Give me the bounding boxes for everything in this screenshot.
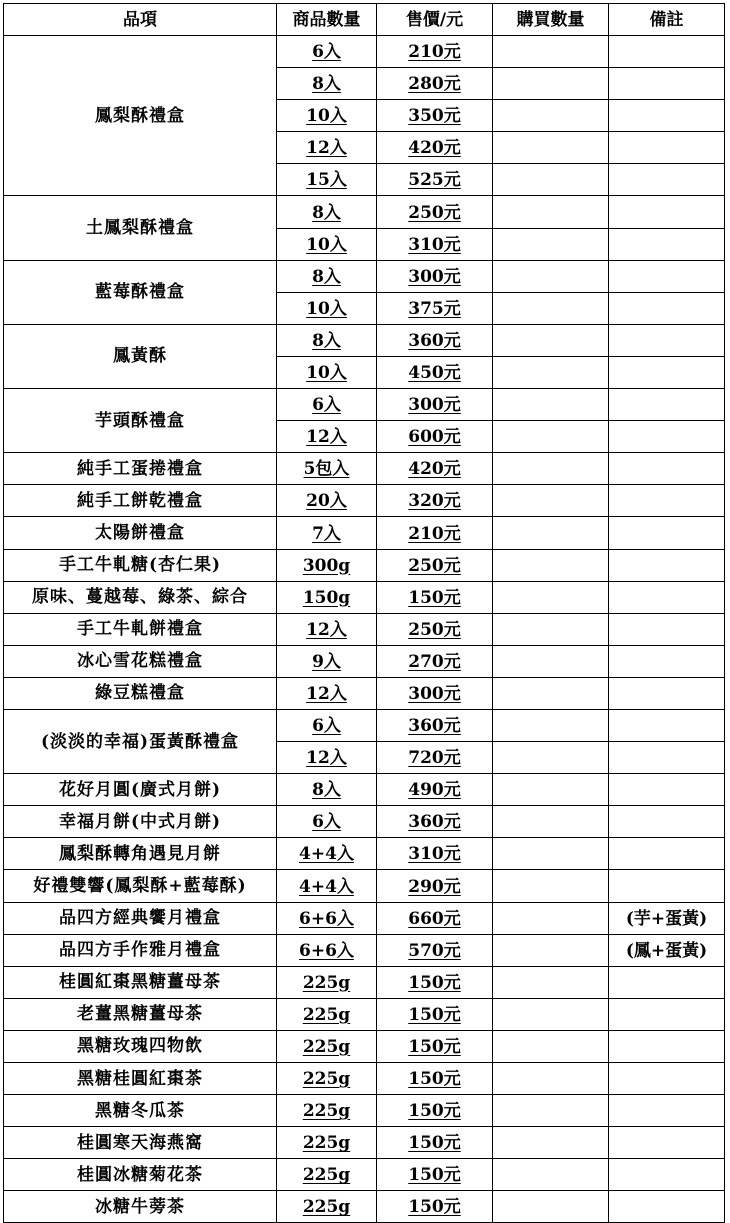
product-name: 綠豆糕禮盒 (4, 677, 277, 709)
price-value: 320元 (408, 491, 461, 512)
quantity-value: 8入 (312, 202, 341, 223)
price-cell (377, 36, 493, 68)
quantity-value: 225g (302, 972, 351, 993)
quantity-cell (277, 517, 377, 549)
price-cell (377, 260, 493, 292)
purchase-qty-cell[interactable] (493, 998, 609, 1030)
quantity-value: 6+6入 (299, 908, 354, 929)
order-form-table (3, 3, 725, 1223)
remarks-cell (609, 1030, 725, 1062)
product-name: 原味、蔓越莓、綠茶、綜合 (4, 581, 277, 613)
remarks-cell (609, 581, 725, 613)
purchase-qty-cell[interactable] (493, 1159, 609, 1191)
price-cell (377, 902, 493, 934)
quantity-cell (277, 389, 377, 421)
quantity-value: 8入 (312, 74, 341, 95)
table-row (4, 581, 725, 613)
remarks-cell (609, 196, 725, 228)
price-value: 280元 (408, 74, 461, 95)
remarks-cell (609, 356, 725, 388)
price-cell (377, 709, 493, 741)
price-cell (377, 677, 493, 709)
price-cell (377, 1127, 493, 1159)
price-cell (377, 870, 493, 902)
price-cell (377, 1063, 493, 1095)
quantity-cell (277, 356, 377, 388)
quantity-cell (277, 485, 377, 517)
quantity-value: 225g (302, 1069, 351, 1090)
quantity-cell (277, 1127, 377, 1159)
price-cell (377, 966, 493, 998)
quantity-value: 12入 (306, 683, 347, 704)
header-item: 品項 (4, 4, 277, 36)
quantity-cell (277, 806, 377, 838)
purchase-qty-cell[interactable] (493, 196, 609, 228)
table-row (4, 453, 725, 485)
quantity-value: 300g (302, 555, 351, 576)
price-value: 360元 (408, 716, 461, 737)
product-name: 花好月圓(廣式月餅) (4, 774, 277, 806)
price-cell (377, 1030, 493, 1062)
header-remarks: 備註 (609, 4, 725, 36)
purchase-qty-cell[interactable] (493, 68, 609, 100)
table-row (4, 1063, 725, 1095)
purchase-qty-cell[interactable] (493, 228, 609, 260)
quantity-cell (277, 870, 377, 902)
table-row (4, 774, 725, 806)
remarks-cell (609, 292, 725, 324)
price-value: 210元 (408, 42, 461, 63)
purchase-qty-cell[interactable] (493, 100, 609, 132)
table-row (4, 1159, 725, 1191)
price-value: 360元 (408, 330, 461, 351)
purchase-qty-cell[interactable] (493, 324, 609, 356)
quantity-value: 10入 (306, 106, 347, 127)
price-value: 150元 (408, 1037, 461, 1057)
purchase-qty-cell[interactable] (493, 613, 609, 645)
price-value: 420元 (408, 138, 461, 159)
quantity-cell (277, 1191, 377, 1223)
price-cell (377, 292, 493, 324)
table-row (4, 677, 725, 709)
product-name: 桂圓寒天海燕窩 (4, 1127, 277, 1159)
remarks-cell (609, 485, 725, 517)
purchase-qty-cell[interactable] (493, 356, 609, 388)
purchase-qty-cell[interactable] (493, 260, 609, 292)
remarks-cell (609, 870, 725, 902)
price-value: 150元 (408, 1004, 461, 1025)
price-value: 250元 (408, 202, 461, 223)
purchase-qty-cell[interactable] (493, 549, 609, 581)
product-name: 好禮雙響(鳳梨酥+藍莓酥) (4, 870, 277, 902)
quantity-value: 8入 (312, 266, 341, 287)
purchase-qty-cell[interactable] (493, 870, 609, 902)
product-name: 桂圓紅棗黑糖薑母茶 (4, 966, 277, 998)
quantity-value: 10入 (306, 234, 347, 255)
remarks-cell (609, 100, 725, 132)
price-value: 360元 (408, 812, 461, 833)
remarks-cell (609, 838, 725, 870)
price-cell (377, 774, 493, 806)
price-cell (377, 100, 493, 132)
product-name: 冰心雪花糕禮盒 (4, 645, 277, 677)
quantity-value: 12入 (306, 748, 347, 769)
price-value: 300元 (408, 683, 461, 704)
table-row (4, 485, 725, 517)
remarks-cell (609, 1127, 725, 1159)
purchase-qty-cell[interactable] (493, 485, 609, 517)
price-cell (377, 645, 493, 677)
product-name: 品四方經典饗月禮盒 (4, 902, 277, 934)
price-cell (377, 324, 493, 356)
price-value: 150元 (408, 587, 461, 608)
remarks-cell (609, 260, 725, 292)
quantity-value: 10入 (306, 298, 347, 319)
remarks-cell: (鳳+蛋黃) (609, 934, 725, 966)
quantity-value: 225g (302, 1197, 351, 1218)
table-row (4, 998, 725, 1030)
table-row (4, 645, 725, 677)
table-row (4, 260, 725, 292)
quantity-cell (277, 260, 377, 292)
quantity-value: 4+4入 (299, 876, 354, 897)
quantity-value: 15入 (306, 170, 347, 191)
table-row (4, 517, 725, 549)
price-cell (377, 934, 493, 966)
price-cell (377, 132, 493, 164)
purchase-qty-cell[interactable] (493, 421, 609, 453)
price-value: 420元 (408, 459, 461, 480)
purchase-qty-cell[interactable] (493, 517, 609, 549)
remarks-cell (609, 453, 725, 485)
header-quantity: 商品數量 (277, 4, 377, 36)
purchase-qty-cell[interactable] (493, 934, 609, 966)
table-row (4, 806, 725, 838)
purchase-qty-cell[interactable] (493, 645, 609, 677)
price-cell (377, 1159, 493, 1191)
price-value: 570元 (408, 940, 461, 961)
remarks-cell (609, 806, 725, 838)
price-value: 150元 (408, 1069, 461, 1090)
price-value: 375元 (408, 298, 461, 319)
remarks-cell (609, 164, 725, 196)
price-value: 210元 (408, 523, 461, 544)
price-value: 300元 (408, 395, 461, 416)
price-cell (377, 1095, 493, 1127)
table-row (4, 1095, 725, 1127)
quantity-cell (277, 709, 377, 741)
quantity-cell (277, 453, 377, 485)
product-name: 純手工蛋捲禮盒 (4, 453, 277, 485)
remarks-cell: (芋+蛋黃) (609, 902, 725, 934)
quantity-cell (277, 934, 377, 966)
quantity-value: 9入 (312, 651, 341, 672)
purchase-qty-cell[interactable] (493, 581, 609, 613)
quantity-cell (277, 164, 377, 196)
price-cell (377, 485, 493, 517)
product-name: 土鳳梨酥禮盒 (4, 196, 277, 260)
quantity-value: 6+6入 (299, 940, 354, 961)
purchase-qty-cell[interactable] (493, 292, 609, 324)
remarks-cell (609, 645, 725, 677)
price-value: 150元 (408, 972, 461, 993)
quantity-cell (277, 100, 377, 132)
quantity-value: 4+4入 (299, 844, 354, 865)
price-value: 300元 (408, 266, 461, 287)
quantity-cell (277, 838, 377, 870)
quantity-cell (277, 998, 377, 1030)
table-row (4, 709, 725, 741)
quantity-value: 6入 (312, 812, 341, 833)
quantity-value: 225g (302, 1165, 351, 1186)
table-row (4, 324, 725, 356)
purchase-qty-cell[interactable] (493, 1191, 609, 1223)
price-value: 600元 (408, 427, 461, 448)
quantity-value: 8入 (312, 330, 341, 351)
quantity-value: 12入 (306, 619, 347, 640)
remarks-cell (609, 421, 725, 453)
product-name: 純手工餅乾禮盒 (4, 485, 277, 517)
price-cell (377, 389, 493, 421)
remarks-cell (609, 389, 725, 421)
price-value: 720元 (408, 748, 461, 769)
remarks-cell (609, 677, 725, 709)
table-row (4, 196, 725, 228)
remarks-cell (609, 36, 725, 68)
product-name: 冰糖牛蒡茶 (4, 1191, 277, 1223)
table-row (4, 613, 725, 645)
product-name: 鳳黃酥 (4, 324, 277, 388)
table-row (4, 838, 725, 870)
price-value: 150元 (408, 1165, 461, 1186)
product-name: 藍莓酥禮盒 (4, 260, 277, 324)
remarks-cell (609, 228, 725, 260)
quantity-cell (277, 68, 377, 100)
price-cell (377, 838, 493, 870)
product-name: 鳳梨酥轉角遇見月餅 (4, 838, 277, 870)
header-purchase-qty: 購買數量 (493, 4, 609, 36)
price-cell (377, 806, 493, 838)
table-row (4, 902, 725, 934)
table-header (4, 4, 725, 36)
header-price: 售價/元 (377, 4, 493, 36)
quantity-cell (277, 549, 377, 581)
table-row (4, 36, 725, 68)
quantity-cell (277, 292, 377, 324)
quantity-value: 6入 (312, 42, 341, 63)
price-cell (377, 998, 493, 1030)
price-value: 150元 (408, 1197, 461, 1218)
table-row (4, 870, 725, 902)
quantity-cell (277, 902, 377, 934)
remarks-cell (609, 549, 725, 581)
price-cell (377, 453, 493, 485)
remarks-cell (609, 1063, 725, 1095)
product-name: 老薑黑糖薑母茶 (4, 998, 277, 1030)
purchase-qty-cell[interactable] (493, 677, 609, 709)
purchase-qty-cell[interactable] (493, 389, 609, 421)
quantity-cell (277, 1030, 377, 1062)
quantity-cell (277, 228, 377, 260)
table-row (4, 1191, 725, 1223)
quantity-value: 225g (302, 1037, 351, 1057)
remarks-cell (609, 68, 725, 100)
quantity-cell (277, 421, 377, 453)
quantity-cell (277, 1063, 377, 1095)
quantity-cell (277, 132, 377, 164)
quantity-cell (277, 1095, 377, 1127)
purchase-qty-cell[interactable] (493, 1030, 609, 1062)
price-cell (377, 517, 493, 549)
product-name: 手工牛軋糖(杏仁果) (4, 549, 277, 581)
price-cell (377, 581, 493, 613)
quantity-cell (277, 966, 377, 998)
purchase-qty-cell[interactable] (493, 838, 609, 870)
remarks-cell (609, 1095, 725, 1127)
price-cell (377, 1191, 493, 1223)
quantity-cell (277, 774, 377, 806)
price-cell (377, 613, 493, 645)
price-cell (377, 68, 493, 100)
remarks-cell (609, 517, 725, 549)
purchase-qty-cell[interactable] (493, 453, 609, 485)
price-value: 270元 (408, 651, 461, 672)
table-row (4, 1030, 725, 1062)
quantity-value: 150g (302, 587, 351, 608)
purchase-qty-cell[interactable] (493, 164, 609, 196)
price-cell (377, 196, 493, 228)
price-cell (377, 164, 493, 196)
remarks-cell (609, 774, 725, 806)
product-rows (4, 36, 725, 1223)
remarks-cell (609, 613, 725, 645)
price-value: 660元 (408, 908, 461, 929)
quantity-value: 10入 (306, 363, 347, 384)
price-value: 310元 (408, 234, 461, 255)
purchase-qty-cell[interactable] (493, 742, 609, 774)
remarks-cell (609, 966, 725, 998)
price-value: 490元 (408, 780, 461, 801)
product-name: (淡淡的幸福)蛋黃酥禮盒 (4, 709, 277, 773)
product-name: 黑糖桂圓紅棗茶 (4, 1063, 277, 1095)
price-cell (377, 421, 493, 453)
purchase-qty-cell[interactable] (493, 36, 609, 68)
purchase-qty-cell[interactable] (493, 902, 609, 934)
quantity-value: 6入 (312, 716, 341, 737)
remarks-cell (609, 1159, 725, 1191)
price-value: 350元 (408, 106, 461, 127)
quantity-cell (277, 742, 377, 774)
table-row (4, 1127, 725, 1159)
quantity-value: 5包入 (303, 459, 350, 480)
quantity-cell (277, 613, 377, 645)
quantity-value: 225g (302, 1004, 351, 1025)
table-row (4, 934, 725, 966)
price-cell (377, 742, 493, 774)
purchase-qty-cell[interactable] (493, 1127, 609, 1159)
quantity-value: 12入 (306, 427, 347, 448)
purchase-qty-cell[interactable] (493, 132, 609, 164)
quantity-value: 6入 (312, 395, 341, 416)
quantity-cell (277, 645, 377, 677)
table-row (4, 389, 725, 421)
purchase-qty-cell[interactable] (493, 806, 609, 838)
purchase-qty-cell[interactable] (493, 1095, 609, 1127)
quantity-cell (277, 196, 377, 228)
price-cell (377, 228, 493, 260)
price-value: 250元 (408, 619, 461, 640)
remarks-cell (609, 709, 725, 741)
header-row (4, 4, 725, 36)
price-cell (377, 549, 493, 581)
purchase-qty-cell[interactable] (493, 774, 609, 806)
quantity-value: 12入 (306, 138, 347, 159)
price-value: 450元 (408, 363, 461, 384)
quantity-cell (277, 677, 377, 709)
table-row (4, 966, 725, 998)
price-value: 310元 (408, 844, 461, 865)
price-value: 150元 (408, 1133, 461, 1154)
purchase-qty-cell[interactable] (493, 709, 609, 741)
quantity-value: 225g (302, 1101, 351, 1122)
remarks-cell (609, 742, 725, 774)
quantity-value: 225g (302, 1133, 351, 1154)
purchase-qty-cell[interactable] (493, 1063, 609, 1095)
price-value: 525元 (408, 170, 461, 191)
product-name: 黑糖玫瑰四物飲 (4, 1030, 277, 1062)
product-name: 桂圓冰糖菊花茶 (4, 1159, 277, 1191)
quantity-value: 7入 (312, 523, 341, 544)
table-row (4, 549, 725, 581)
price-cell (377, 356, 493, 388)
product-name: 芋頭酥禮盒 (4, 389, 277, 453)
quantity-cell (277, 324, 377, 356)
remarks-cell (609, 998, 725, 1030)
product-name: 幸福月餅(中式月餅) (4, 806, 277, 838)
remarks-cell (609, 1191, 725, 1223)
quantity-cell (277, 1159, 377, 1191)
price-value: 290元 (408, 876, 461, 897)
product-name: 黑糖冬瓜茶 (4, 1095, 277, 1127)
quantity-value: 8入 (312, 780, 341, 801)
product-name: 手工牛軋餅禮盒 (4, 613, 277, 645)
product-name: 鳳梨酥禮盒 (4, 36, 277, 196)
quantity-cell (277, 581, 377, 613)
remarks-cell (609, 132, 725, 164)
quantity-cell (277, 36, 377, 68)
price-value: 250元 (408, 555, 461, 576)
remarks-cell (609, 324, 725, 356)
price-value: 150元 (408, 1101, 461, 1122)
product-name: 太陽餅禮盒 (4, 517, 277, 549)
product-name: 品四方手作雅月禮盒 (4, 934, 277, 966)
quantity-value: 20入 (306, 491, 347, 512)
purchase-qty-cell[interactable] (493, 966, 609, 998)
